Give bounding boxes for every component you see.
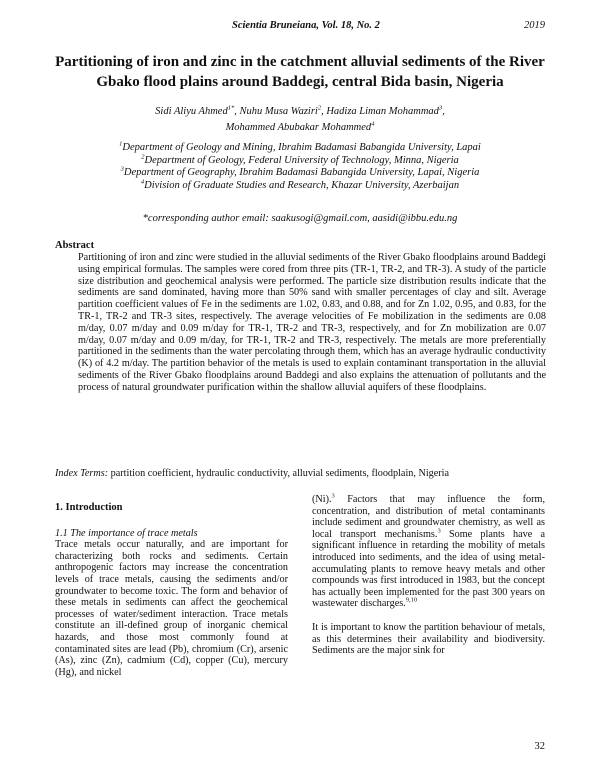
paper-title: Partitioning of iron and zinc in the catchment alluvial sediments of the River Gbako flood plains around Baddegi, central Bida basin, Nigeria (55, 54, 545, 90)
index-terms (55, 468, 545, 480)
subsection-heading: 1.1 The importance of trace metals (55, 527, 198, 539)
right-column (312, 494, 545, 657)
affiliation: $^2$Department of Geology, Federal University of Technology, Minna, Nigeria (141, 153, 459, 166)
author-sup: 2 (317, 104, 322, 112)
abstract-heading: Abstract (55, 240, 95, 251)
index-terms-text: partition coefficient, hydraulic conductivity, alluvial sediments, floodplain, Nigeria (110, 468, 450, 479)
paragraph: (Ni).$^3$ Factors that may influence the form, concentration, and distribution of metal contaminants include sediment and groundwater chemistry, as well as local transport mechanisms.$^3$ Some plants have a significant influence in retarding the mobility of metals introduced into sediments, and the idea of using metal-accumulating plants to remove heavy metals and other compounds was first introduced in 1983, but the concept has actually been implemented for the past 300 years on wastewater discharges.$^{9,10}$ (312, 492, 546, 610)
affiliation: $^3$Department of Geography, Ibrahim Badamasi Babangida University, Lapai, Nigeria (120, 165, 480, 178)
author-name: Nuhu Musa Waziri (239, 106, 318, 117)
author-sup: 4 (371, 120, 375, 128)
affiliation: $^4$Division of Graduate Studies and Research, Khazar University, Azerbaijan (140, 178, 460, 191)
citation: 3 (437, 527, 441, 535)
author-list: Sidi Aliyu Ahmed$^{1*}$, Nuhu Musa Waziri$^2$, Hadiza Liman Mohammad$^3$, Mohammed Abubakar Mohammed$^4$ (155, 104, 445, 133)
page-number: 32 (534, 741, 545, 752)
author-name: Mohammed Abubakar Mohammed (225, 122, 372, 133)
author-name: Hadiza Liman Mohammad (326, 106, 439, 117)
affiliation-list (40, 142, 560, 192)
corresponding-author: *corresponding author email: saakusogi@gmail.com, aasidi@ibbu.edu.ng (142, 213, 458, 224)
author-sup: 1* (227, 104, 235, 112)
citation: 3 (331, 492, 335, 500)
abstract-body: Partitioning of iron and zinc were studied in the alluvial sediments of the River Gbako floodplains around Baddegi using empirical formulas. The samples were cored from three pits (TR-1, TR-2, and TR-3). A study of the particle size distribution and geochemical analysis were performed. The particle size distribution results indicate that the sediments are sand dominated, having more than 50% sand with smaller percentages of clay and silt. Average partition coefficient values of Fe in the sediments are 1.02, 0.83, and 0.88, and for Zn 1.02, 0.95, and 0.83, for the TR-1, TR-2 and TR-3 sites, respectively. The average velocities of Fe mobilization in the sediments are 0.08 m/day, 0.07 m/day and 0.09 m/day for TR-1, TR-2 and TR-3, respectively, and for Zn mobilization are 0.07 m/day, 0.07 m/day and 0.09 m/day, for TR-1, TR-2 and TR-3, respectively. The metals are more preferentially partitioned in the sediments than the water percolating through them, which has an average hydraulic conductivity (K) of 4.2 m/day. The partition behavior of the metals is used to explain contaminant transportation in the alluvial sediments of the River Gbako floodplains around Baddegi and also explains the attenuation of pollutants and the process of natural groundwater purification within the shallow alluvial aquifers of these floodplains. (78, 252, 546, 393)
citation: 9,10 (405, 596, 418, 604)
paragraph: It is important to know the partition behaviour of metals, as this determines their availability and biodiversity. Sediments are the major sink for (312, 621, 545, 657)
author-name: Sidi Aliyu Ahmed (155, 106, 228, 117)
paragraph: Trace metals occur naturally, and are important for characterizing both rocks and sediments. Certain anthropogenic factors may increase the concentration levels of trace metals, causing the sediments and/or groundwater to become toxic. The form and behavior of these metals in sediments can affect the geochemical processes of water/sediment interaction. Trace metals constitute an ill-defined group of inorganic chemical hazards, and those most commonly found at contaminated sites are lead (Pb), chromium (Cr), arsenic (As), zinc (Zn), cadmium (Cd), copper (Cu), mercury (Hg), and nickel (55, 539, 288, 678)
left-column (55, 494, 288, 678)
affiliation: $^1$Department of Geology and Mining, Ibrahim Badamasi Babangida University, Lapai (119, 140, 481, 153)
journal-name: Scientia Bruneiana, Vol. 18, No. 2 (232, 20, 380, 31)
index-terms-label: Index Terms: (55, 468, 109, 479)
journal-year: 2019 (524, 20, 545, 31)
author-sup: 3 (438, 104, 443, 112)
section-heading: 1. Introduction (55, 502, 123, 513)
